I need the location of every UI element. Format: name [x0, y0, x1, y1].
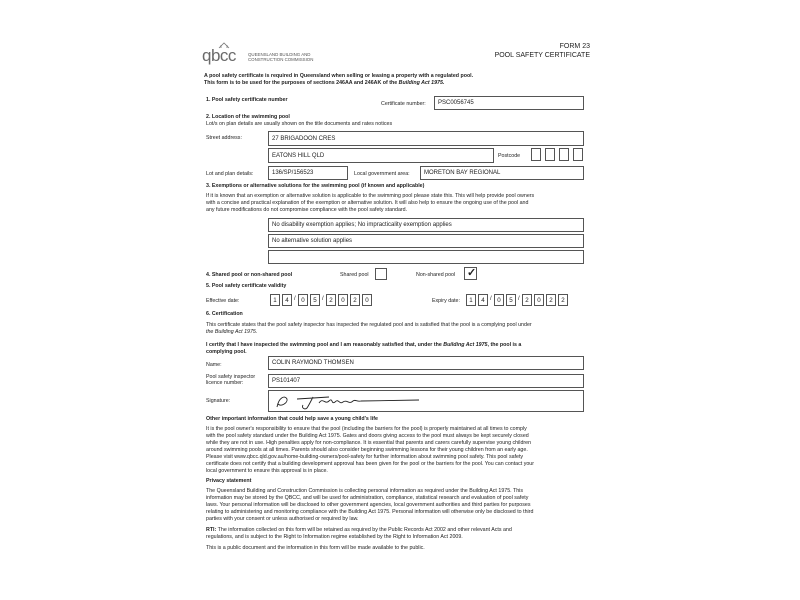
lga-field[interactable]	[420, 166, 584, 180]
other-info-line: with the pool safety standard under the Building Act 1975. Gates and doors giving access to the pool must always be kept securely closed	[206, 433, 529, 439]
nonshared-pool-label: Non-shared pool	[416, 272, 456, 278]
inspector-name-field[interactable]	[268, 356, 584, 370]
postcode-box-3[interactable]	[559, 148, 569, 161]
effective-day-digit-2[interactable]: 4	[282, 294, 292, 306]
other-info-heading: Other important information that could help save a young child's life	[206, 416, 378, 422]
org-name-line2: CONSTRUCTION COMMISSION	[248, 57, 314, 62]
rti-line2: regulations, and is subject to the Right to Information regime established by the Right to Information Act 2009.	[206, 534, 463, 540]
effective-month-digit-1[interactable]: 0	[298, 294, 308, 306]
street-address-line2-value: EATONS HILL QLD	[272, 152, 325, 159]
privacy-line: parties with your consent or unless authorised or required by law.	[206, 516, 359, 522]
lot-plan-note: Lot/s on plan details are usually shown on the title documents and rates notices	[206, 121, 393, 127]
other-info-line: around swimming pools at all times. Parents should also consider beginning swimming lessons for their young children from an early age.	[206, 447, 528, 453]
postcode-box-1[interactable]	[531, 148, 541, 161]
form-number: FORM 23	[559, 43, 590, 50]
lot-plan-label: Lot and plan details:	[206, 171, 254, 177]
rti-line1	[206, 527, 512, 534]
section6-text-line1: This certificate states that the pool safety inspector has inspected the regulated pool and is satisfied that the pool is a complying pool under	[206, 322, 532, 328]
licence-number-label-line1: Pool safety inspector	[206, 374, 256, 380]
section3-text-line1: If it is known that an exemption or alternative solution is applicable to the swimming pool please state this. This will help provide pool owners	[206, 193, 535, 199]
effective-date-label: Effective date:	[206, 298, 240, 304]
privacy-line: relating to administering and monitoring compliance with the Building Act 1975. Personal information will otherwise only be disclosed to third	[206, 509, 534, 515]
cert-number-label: Certificate number:	[381, 101, 426, 107]
cert-number-value: PSC0056745	[438, 100, 474, 106]
section6-heading: 6. Certification	[206, 311, 243, 317]
expiry-month-digit-2[interactable]: 5	[506, 294, 516, 306]
check-mark-icon: ✓	[467, 267, 477, 279]
cert-number-field[interactable]	[434, 96, 584, 110]
signature-field[interactable]	[268, 390, 584, 412]
effective-year-digit-3[interactable]: 2	[350, 294, 360, 306]
certify-suffix: , the pool is a	[487, 342, 522, 348]
lga-label: Local government area:	[354, 171, 410, 177]
privacy-line: information may be stored by the QBCC, and will be used for administration, compliance, statistical research and evaluation of pool safety	[206, 495, 529, 501]
section4-heading: 4. Shared pool or non-shared pool	[206, 272, 293, 278]
intro-line1: A pool safety certificate is required in Queensland when selling or leasing a property with a regulated pool.	[204, 73, 474, 79]
expiry-year-digit-2[interactable]: 0	[534, 294, 544, 306]
other-info-line: Please visit www.qbcc.qld.gov.au/home-building-owners/pool-safety for further information about swimming pool safety. This pool safety	[206, 454, 524, 460]
exemption-line1-value: No disability exemption applies; No impracticality exemption applies	[272, 222, 452, 228]
nonshared-pool-checkbox[interactable]	[464, 267, 477, 280]
privacy-heading: Privacy statement	[206, 478, 252, 484]
expiry-year-digit-3[interactable]: 2	[546, 294, 556, 306]
intro-line2-text: This form is to be used for the purposes of sections 246AA and 246AK of the	[204, 80, 399, 86]
effective-date-separator: /	[322, 296, 324, 302]
expiry-year-digit-1[interactable]: 2	[522, 294, 532, 306]
privacy-line: The Queensland Building and Construction Commission is collecting personal information as required under the Building Act 1975. This	[206, 488, 524, 494]
expiry-date-label: Expiry date:	[432, 298, 460, 304]
other-info-line: while they are not in use. High penalties apply for non-compliance. It is essential that parents and carers carefully supervise young children	[206, 440, 532, 446]
effective-year-digit-1[interactable]: 2	[326, 294, 336, 306]
org-name-line1: QUEENSLAND BUILDING AND	[248, 52, 311, 57]
exemption-line2-value: No alternative solution applies	[272, 238, 353, 244]
licence-number-field[interactable]	[268, 374, 584, 388]
street-address-line1-value: 27 BRIGADOON CRES	[272, 135, 336, 142]
postcode-box-2[interactable]	[545, 148, 555, 161]
expiry-year-digit-4[interactable]: 2	[558, 294, 568, 306]
shared-pool-checkbox[interactable]	[375, 268, 387, 280]
signature-label: Signature:	[206, 398, 231, 404]
street-address-line2-field[interactable]	[268, 148, 494, 163]
certify-prefix: I certify that I have inspected the swimming pool and I am reasonably satisfied that, under the	[206, 342, 444, 348]
inspector-name-value: COLIN RAYMOND THOMSEN	[272, 360, 354, 366]
street-address-label: Street address:	[206, 135, 242, 141]
licence-number-value: PS101407	[272, 378, 301, 384]
other-info-line: It is the pool owner's responsibility to ensure that the pool (including the barriers for the pool) is properly maintained at all times to comply	[206, 426, 527, 432]
form-title: POOL SAFETY CERTIFICATE	[494, 52, 590, 59]
signature-image	[269, 391, 585, 413]
other-info-line: local government to ensure this approval is in place.	[206, 468, 328, 474]
expiry-date-separator: /	[518, 296, 520, 302]
expiry-date-separator: /	[490, 296, 492, 302]
expiry-day-digit-1[interactable]: 1	[466, 294, 476, 306]
postcode-label: Postcode	[498, 153, 521, 159]
certify-statement-line2: complying pool.	[206, 349, 247, 355]
postcode-box-4[interactable]	[573, 148, 583, 161]
lot-plan-field[interactable]	[268, 166, 348, 180]
rti-label: RTI:	[206, 527, 217, 533]
shared-pool-label: Shared pool	[340, 272, 369, 278]
certify-statement-line1	[206, 342, 521, 349]
effective-year-digit-2[interactable]: 0	[338, 294, 348, 306]
section1-heading: 1. Pool safety certificate number	[206, 97, 288, 103]
certify-act: Building Act 1975	[443, 342, 488, 348]
street-address-line1-field[interactable]	[268, 131, 584, 146]
effective-date-separator: /	[294, 296, 296, 302]
effective-month-digit-2[interactable]: 5	[310, 294, 320, 306]
intro-line2	[204, 80, 444, 87]
certificate-page	[198, 40, 600, 600]
lot-plan-value: 136/SP/156523	[272, 170, 314, 176]
effective-year-digit-4[interactable]: 0	[362, 294, 372, 306]
exemption-line2-field[interactable]	[268, 234, 584, 248]
expiry-day-digit-2[interactable]: 4	[478, 294, 488, 306]
section3-heading: 3. Exemptions or alternative solutions for the swimming pool (if known and applicable)	[206, 183, 425, 189]
lga-value: MORETON BAY REGIONAL	[424, 170, 501, 176]
licence-number-label-line2: licence number:	[206, 380, 244, 386]
qbcc-logo	[202, 42, 246, 71]
public-document-notice: This is a public document and the information in this form will be made available to the public.	[206, 545, 425, 551]
rti-text: The information collected on this form will be retained as required by the Public Records Act 2002 and other relevant Acts and	[216, 527, 512, 533]
other-info-line: certificate does not certify that a building development approval has been given for the pool or the barriers for the pool. You can contact your	[206, 461, 535, 467]
section3-text-line3: any future modifications do not compromise compliance with the pool safety standard.	[206, 207, 408, 213]
intro-line2-act: Building Act 1975.	[398, 80, 445, 86]
section6-text-line2: the Building Act 1975.	[206, 329, 258, 335]
section2-heading: 2. Location of the swimming pool	[206, 114, 290, 120]
exemption-line3-field[interactable]	[268, 250, 584, 264]
exemption-line1-field[interactable]	[268, 218, 584, 232]
effective-day-digit-1[interactable]: 1	[270, 294, 280, 306]
section3-text-line2: with a concise and practical explanation of the exemption or alternative solution. It will also help to ensure the ongoing use of the pool and	[206, 200, 529, 206]
inspector-name-label: Name:	[206, 362, 222, 368]
privacy-line: laws. Your personal information will be disclosed to other government agencies, local government authorities and third parties for purposes	[206, 502, 531, 508]
qbcc-logo-icon	[202, 42, 246, 66]
svg-text:qbcc: qbcc	[202, 46, 236, 65]
section5-heading: 5. Pool safety certificate validity	[206, 283, 287, 289]
expiry-month-digit-1[interactable]: 0	[494, 294, 504, 306]
